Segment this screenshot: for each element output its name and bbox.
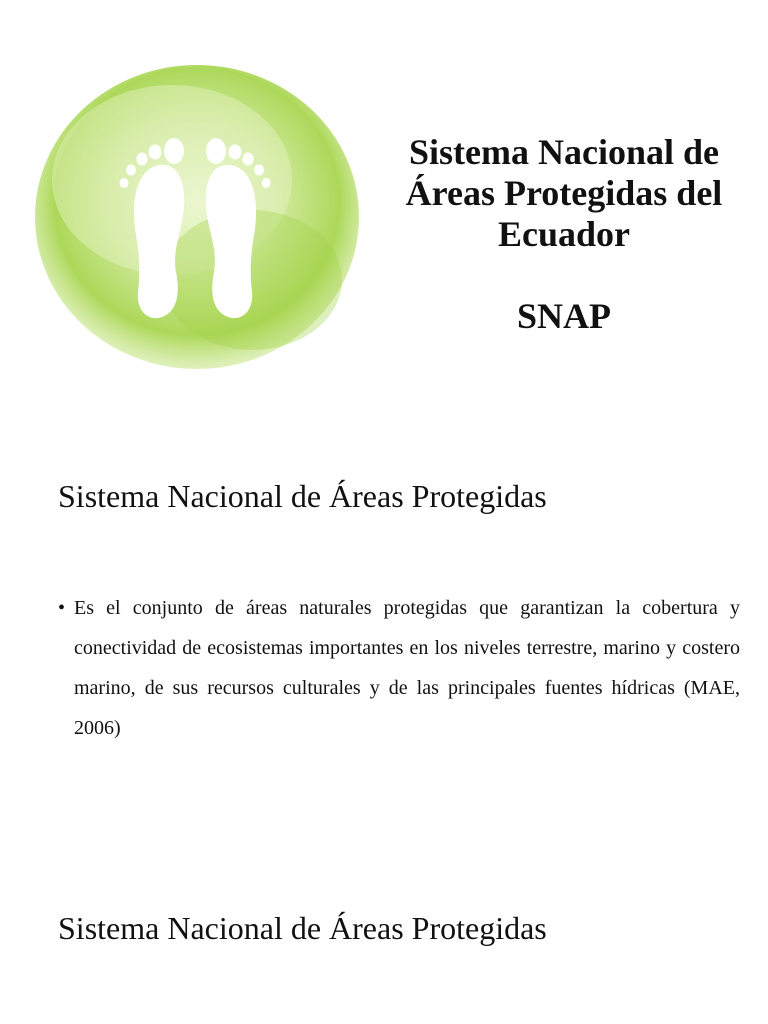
bullet-text: Es el conjunto de áreas naturales protegidas que garantizan la cobertura y conectividad de ecosistemas importantes en los niveles terrestre, marino y costero marino, de sus recursos culturales y de las principales fuentes hídricas (MAE, 2006) [74, 597, 740, 739]
list-item [58, 588, 740, 748]
watercolor-logo [22, 60, 370, 375]
section-heading: Sistema Nacional de Áreas Protegidas [58, 478, 547, 514]
bullet-icon: • [58, 597, 66, 619]
cover-subtitle: SNAP [516, 296, 611, 336]
cover-slide [0, 0, 768, 400]
footprints-icon [22, 60, 370, 375]
next-slide [0, 860, 768, 1024]
section-heading: Sistema Nacional de Áreas Protegidas [58, 910, 547, 946]
bullet-list [58, 588, 740, 748]
cover-title: Sistema Nacional de Áreas Protegidas del Ecuador [405, 132, 723, 254]
definition-slide [0, 420, 768, 800]
